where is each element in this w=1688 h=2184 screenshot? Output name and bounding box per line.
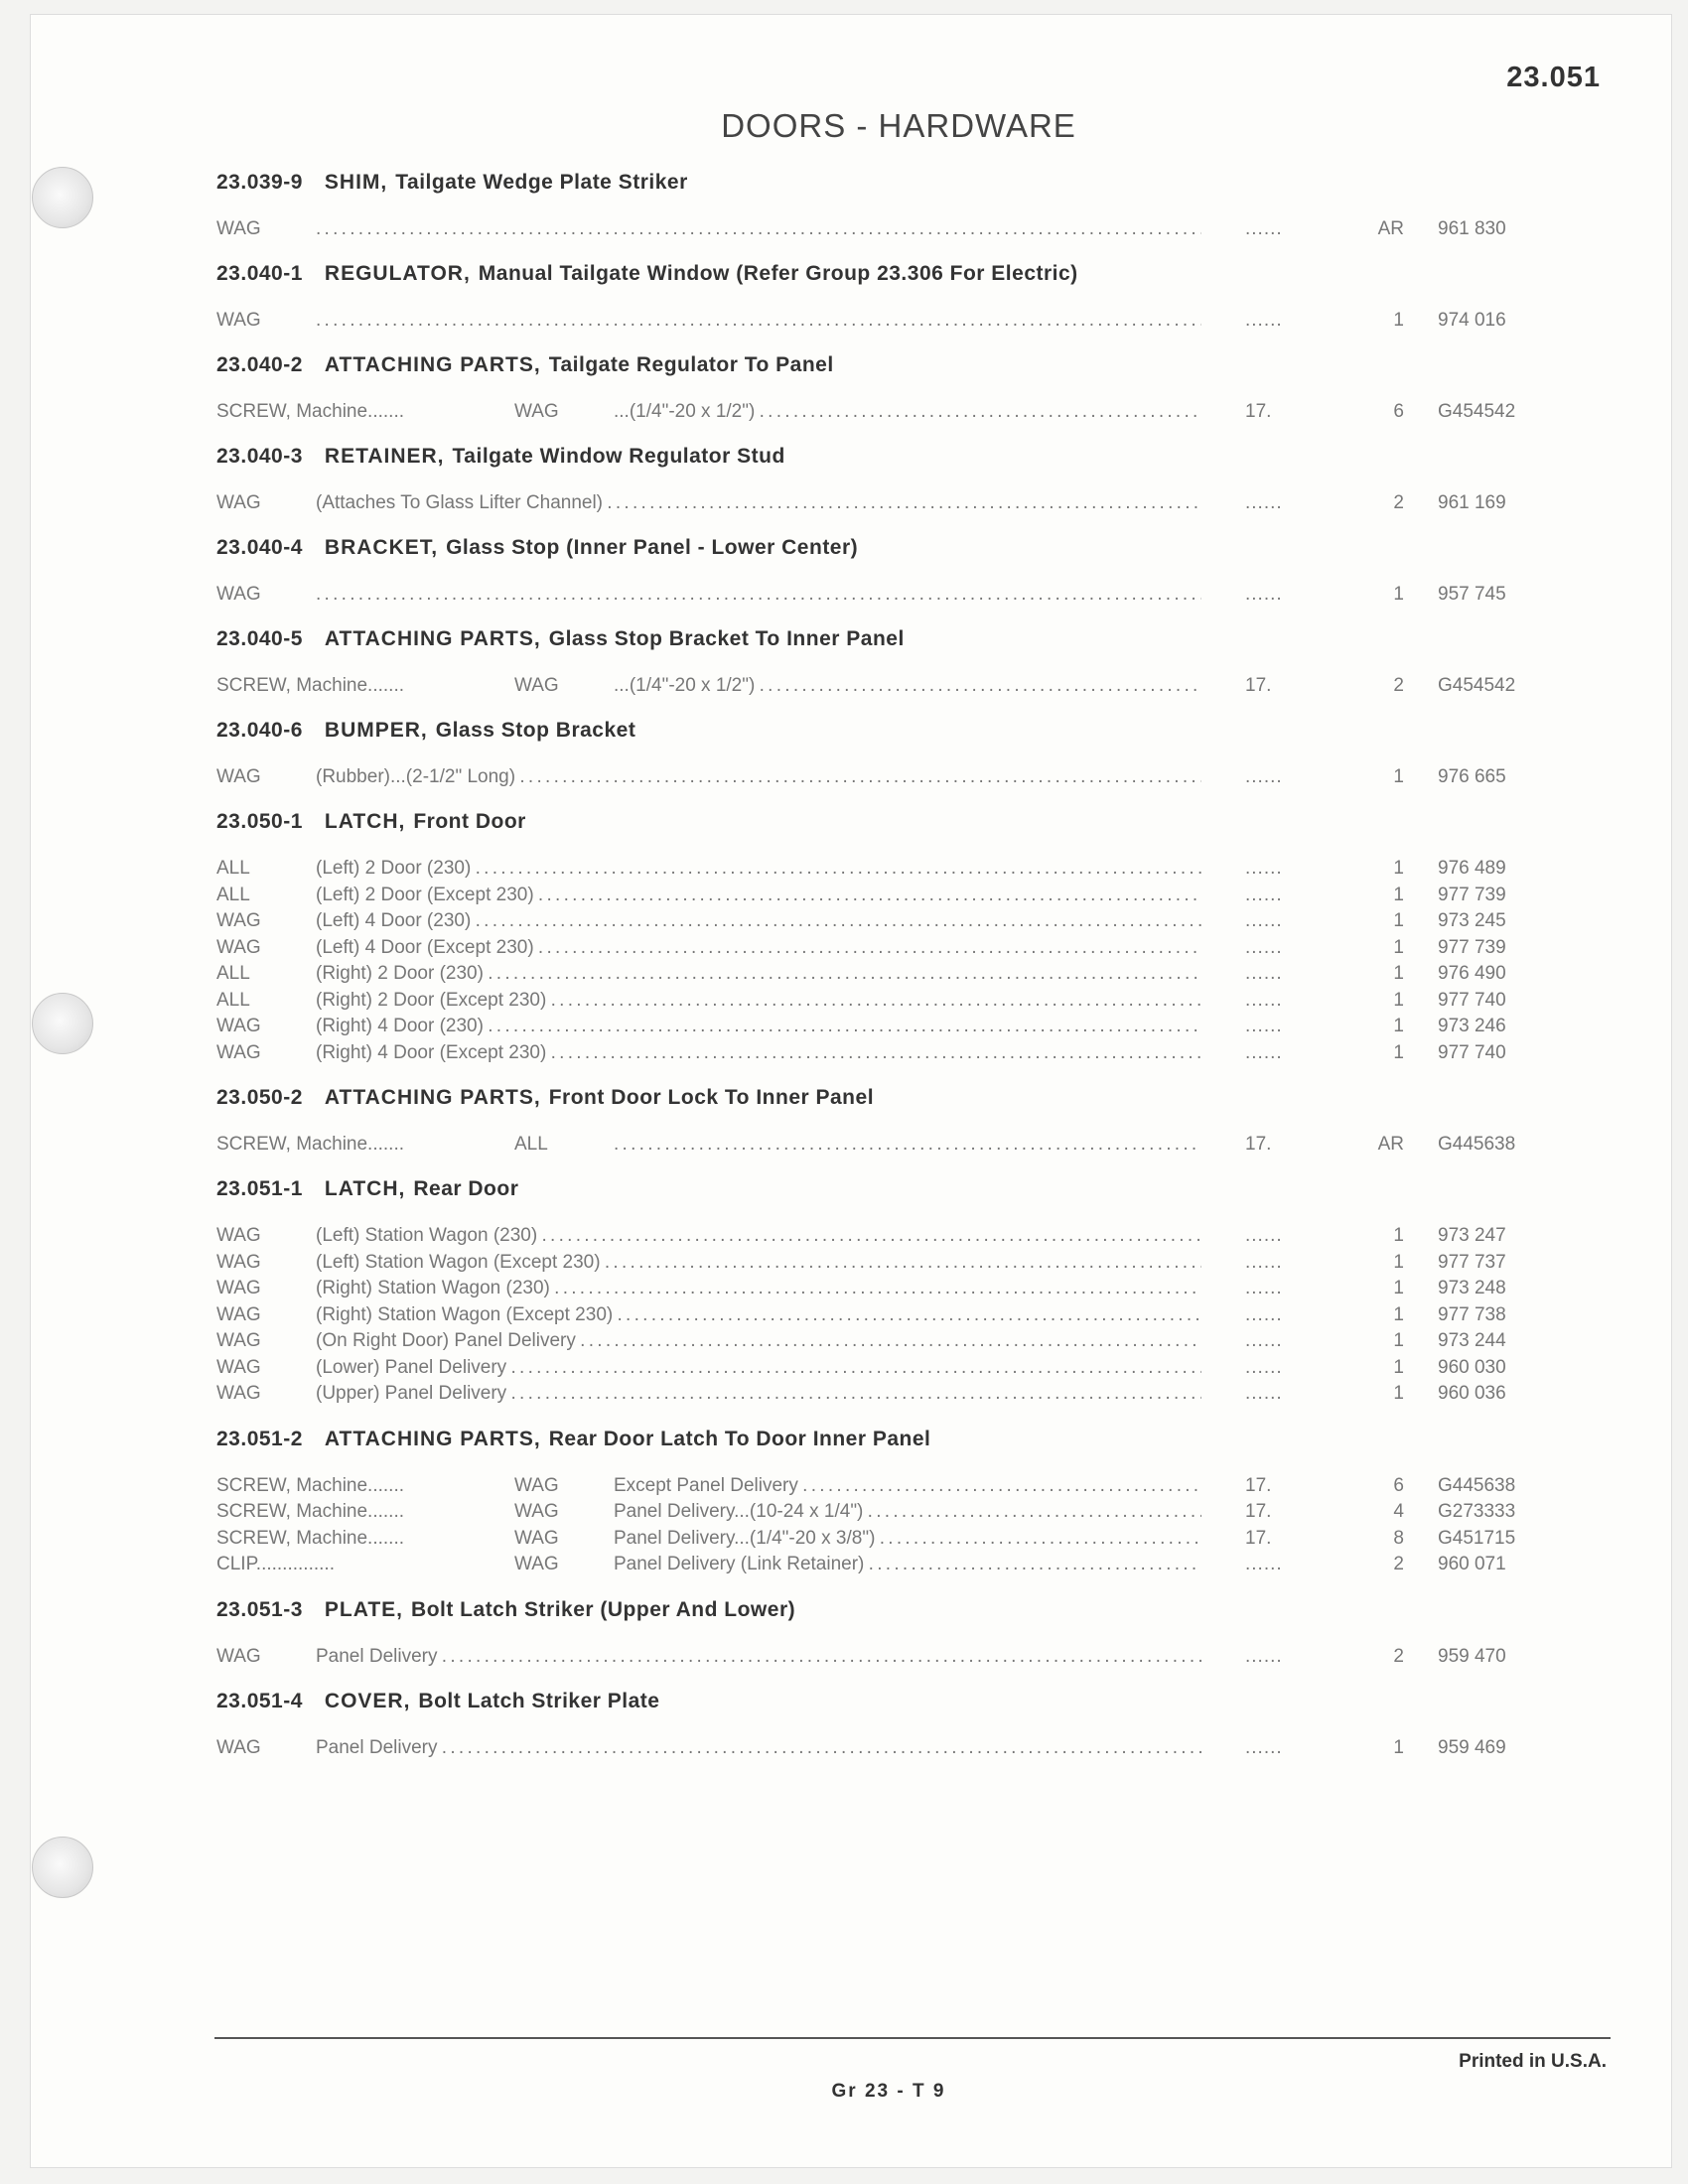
section-number: 23.039-9	[216, 171, 303, 194]
section-heading	[216, 1426, 1517, 1453]
description-cell: (Right) Station Wagon (230) . . .	[316, 1276, 1201, 1301]
model-cell: WAG	[216, 492, 261, 513]
part-row	[216, 908, 1517, 935]
quantity-cell: 1	[1393, 766, 1404, 787]
part-number-cell: 977 740	[1438, 1041, 1506, 1063]
model-cell: WAG	[216, 936, 261, 958]
printed-note: Printed in U.S.A.	[1459, 2051, 1607, 2072]
part-number-cell: 960 071	[1438, 1554, 1506, 1574]
section-number: 23.040-5	[216, 627, 303, 650]
part-number-cell: 960 030	[1438, 1356, 1506, 1378]
model-cell: WAG	[216, 1041, 261, 1063]
part-section	[216, 625, 1517, 699]
part-row	[216, 1735, 1517, 1761]
section-number: 23.040-6	[216, 719, 303, 742]
quantity-cell: 1	[1393, 1278, 1404, 1298]
model-cell: SCREW, Machine.......	[216, 1527, 404, 1549]
part-number-cell: 977 737	[1438, 1251, 1506, 1273]
part-description: Rear Door Latch To Door Inner Panel	[548, 1427, 931, 1450]
part-section	[216, 808, 1517, 1066]
part-name: ATTACHING PARTS,	[324, 353, 541, 376]
description-cell: (On Right Door) Panel Delivery . . .	[316, 1328, 1201, 1354]
part-row	[216, 308, 1517, 334]
section-heading	[216, 351, 1517, 379]
description-cell: (Rubber)...(2-1/2" Long) . . .	[316, 764, 1201, 790]
parts-list	[216, 169, 1517, 1779]
model-cell: WAG	[216, 910, 261, 931]
section-number: 23.050-2	[216, 1086, 303, 1109]
model-cell: SCREW, Machine.......	[216, 675, 404, 696]
part-row	[216, 490, 1517, 516]
quantity-cell: 2	[1393, 675, 1404, 696]
page-title: DOORS - HARDWARE	[721, 107, 1076, 144]
punch-hole	[32, 993, 93, 1054]
ref-cell: ......	[1245, 1356, 1283, 1378]
ref-cell: ......	[1245, 492, 1283, 513]
model-code-cell: WAG	[514, 1554, 559, 1574]
quantity-cell: 1	[1393, 1356, 1404, 1378]
description-cell: (Left) 4 Door (Except 230) . . .	[316, 935, 1201, 961]
description-cell: Panel Delivery (Link Retainer) . . .	[614, 1552, 1201, 1577]
model-cell: ALL	[216, 858, 250, 879]
part-section	[216, 717, 1517, 790]
part-section	[216, 1175, 1517, 1408]
part-name: ATTACHING PARTS,	[324, 1086, 541, 1109]
section-heading	[216, 808, 1517, 836]
model-code-cell: WAG	[514, 1474, 559, 1496]
part-number-cell: G273333	[1438, 1501, 1516, 1522]
quantity-cell: 6	[1393, 1474, 1404, 1496]
quantity-cell: 1	[1393, 1303, 1404, 1325]
page-number: 23.051	[1506, 62, 1601, 93]
part-row	[216, 764, 1517, 790]
section-number: 23.040-2	[216, 353, 303, 376]
description-cell: Panel Delivery . . .	[316, 1735, 1201, 1761]
model-cell: WAG	[216, 1251, 261, 1273]
ref-cell: ......	[1245, 218, 1283, 239]
part-number-cell: 959 470	[1438, 1645, 1506, 1667]
section-heading	[216, 1084, 1517, 1112]
ref-cell: ......	[1245, 584, 1283, 605]
description-cell: (Left) 4 Door (230) . . .	[316, 908, 1201, 934]
description-cell: (Left) Station Wagon (Except 230) . . .	[316, 1250, 1201, 1276]
model-cell: WAG	[216, 218, 261, 239]
ref-cell: ......	[1245, 1330, 1283, 1351]
ref-cell: 17.	[1245, 1527, 1272, 1549]
ref-cell: ......	[1245, 989, 1283, 1011]
part-row	[216, 1552, 1517, 1578]
description-cell: (Right) 2 Door (Except 230) . . .	[316, 988, 1201, 1014]
section-heading	[216, 534, 1517, 562]
model-cell: WAG	[216, 1278, 261, 1298]
part-description: Glass Stop (Inner Panel - Lower Center)	[446, 536, 859, 559]
description-cell: (Left) Station Wagon (230) . . .	[316, 1223, 1201, 1249]
part-row	[216, 399, 1517, 425]
part-name: COVER,	[324, 1689, 411, 1712]
ref-cell: ......	[1245, 963, 1283, 984]
part-row	[216, 1355, 1517, 1382]
model-cell: WAG	[216, 1736, 261, 1758]
ref-cell: ......	[1245, 1251, 1283, 1273]
part-number-cell: 973 247	[1438, 1225, 1506, 1246]
part-description: Rear Door	[413, 1177, 519, 1200]
part-number-cell: 961 169	[1438, 492, 1506, 513]
part-number-cell: G451715	[1438, 1527, 1516, 1549]
part-section	[216, 1688, 1517, 1761]
part-number-cell: 974 016	[1438, 310, 1506, 331]
part-name: RETAINER,	[324, 445, 445, 468]
part-row	[216, 1040, 1517, 1067]
model-cell: WAG	[216, 1303, 261, 1325]
model-cell: SCREW, Machine.......	[216, 1474, 404, 1496]
part-row	[216, 961, 1517, 988]
ref-cell: ......	[1245, 1041, 1283, 1063]
model-cell: ALL	[216, 963, 250, 984]
part-section	[216, 1596, 1517, 1670]
section-number: 23.040-4	[216, 536, 303, 559]
model-cell: SCREW, Machine.......	[216, 1134, 404, 1155]
description-cell: (Right) 2 Door (230) . . .	[316, 961, 1201, 987]
part-number-cell: G454542	[1438, 675, 1516, 696]
description-cell: (Attaches To Glass Lifter Channel) . . .	[316, 490, 1201, 516]
description-cell	[614, 1132, 1201, 1158]
section-heading	[216, 1175, 1517, 1203]
part-description: Bolt Latch Striker Plate	[418, 1689, 660, 1712]
quantity-cell: 2	[1393, 492, 1404, 513]
part-section	[216, 443, 1517, 516]
model-cell: WAG	[216, 1225, 261, 1246]
section-number: 23.051-4	[216, 1689, 303, 1712]
part-description: Glass Stop Bracket	[435, 719, 636, 742]
quantity-cell: 1	[1393, 910, 1404, 931]
ref-cell: ......	[1245, 936, 1283, 958]
part-description: Bolt Latch Striker (Upper And Lower)	[411, 1597, 796, 1621]
model-code-cell: WAG	[514, 1527, 559, 1549]
quantity-cell: 1	[1393, 963, 1404, 984]
quantity-cell: 2	[1393, 1645, 1404, 1667]
description-cell: Panel Delivery...(1/4"-20 x 3/8") . . .	[614, 1526, 1201, 1552]
model-cell: SCREW, Machine.......	[216, 1501, 404, 1522]
description-cell: (Right) Station Wagon (Except 230) . . .	[316, 1302, 1201, 1328]
part-row	[216, 1473, 1517, 1500]
quantity-cell: 6	[1393, 401, 1404, 422]
section-number: 23.051-2	[216, 1427, 303, 1450]
description-cell: ...(1/4"-20 x 1/2") . . .	[614, 673, 1201, 699]
part-row	[216, 1526, 1517, 1553]
part-number-cell: 973 245	[1438, 910, 1506, 931]
quantity-cell: 1	[1393, 936, 1404, 958]
section-number: 23.040-3	[216, 445, 303, 468]
model-cell: CLIP...............	[216, 1554, 335, 1574]
part-number-cell: 976 665	[1438, 766, 1506, 787]
part-row	[216, 582, 1517, 608]
quantity-cell: 1	[1393, 1736, 1404, 1758]
part-number-cell: 973 248	[1438, 1278, 1506, 1298]
part-row	[216, 1276, 1517, 1302]
part-name: REGULATOR,	[324, 262, 471, 285]
quantity-cell: 8	[1393, 1527, 1404, 1549]
part-row	[216, 935, 1517, 962]
model-cell: SCREW, Machine.......	[216, 401, 404, 422]
part-name: BUMPER,	[324, 719, 428, 742]
ref-cell: 17.	[1245, 1501, 1272, 1522]
model-code-cell: WAG	[514, 675, 559, 696]
model-code-cell: WAG	[514, 401, 559, 422]
part-section	[216, 351, 1517, 425]
part-description: Tailgate Regulator To Panel	[548, 353, 834, 376]
section-heading	[216, 1688, 1517, 1715]
part-number-cell: 973 246	[1438, 1016, 1506, 1036]
ref-cell: ......	[1245, 310, 1283, 331]
section-number: 23.050-1	[216, 810, 303, 833]
part-number-cell: G445638	[1438, 1474, 1516, 1496]
part-row	[216, 1250, 1517, 1277]
part-row	[216, 1328, 1517, 1355]
part-number-cell: 977 740	[1438, 989, 1506, 1011]
section-heading	[216, 717, 1517, 745]
ref-cell: ......	[1245, 884, 1283, 905]
part-description: Glass Stop Bracket To Inner Panel	[548, 627, 905, 650]
part-row	[216, 1381, 1517, 1408]
description-cell: (Right) 4 Door (Except 230) . . .	[316, 1040, 1201, 1066]
ref-cell: ......	[1245, 1736, 1283, 1758]
part-row	[216, 1223, 1517, 1250]
model-code-cell: WAG	[514, 1501, 559, 1522]
quantity-cell: 1	[1393, 1330, 1404, 1351]
model-cell: WAG	[216, 1645, 261, 1667]
description-cell: (Upper) Panel Delivery . . .	[316, 1381, 1201, 1407]
ref-cell: ......	[1245, 1016, 1283, 1036]
quantity-cell: AR	[1377, 218, 1404, 239]
part-row	[216, 1132, 1517, 1158]
section-heading	[216, 169, 1517, 197]
ref-cell: ......	[1245, 1383, 1283, 1404]
part-number-cell: G445638	[1438, 1134, 1516, 1155]
ref-cell: ......	[1245, 766, 1283, 787]
ref-cell: ......	[1245, 1278, 1283, 1298]
ref-cell: ......	[1245, 1303, 1283, 1325]
model-cell: WAG	[216, 584, 261, 605]
page-reference: Gr 23 - T 9	[831, 2081, 946, 2102]
part-section	[216, 260, 1517, 334]
part-name: LATCH,	[324, 810, 406, 833]
section-heading	[216, 1596, 1517, 1624]
part-row	[216, 1302, 1517, 1329]
part-number-cell: 976 489	[1438, 858, 1506, 879]
section-number: 23.040-1	[216, 262, 303, 285]
quantity-cell: 1	[1393, 1251, 1404, 1273]
ref-cell: 17.	[1245, 401, 1272, 422]
part-section	[216, 534, 1517, 608]
part-row	[216, 1014, 1517, 1040]
quantity-cell: 4	[1393, 1501, 1404, 1522]
quantity-cell: 1	[1393, 858, 1404, 879]
part-name: SHIM,	[324, 171, 388, 194]
part-number-cell: 957 745	[1438, 584, 1506, 605]
ref-cell: ......	[1245, 1554, 1283, 1574]
part-number-cell: G454542	[1438, 401, 1516, 422]
model-cell: ALL	[216, 884, 250, 905]
quantity-cell: 1	[1393, 1383, 1404, 1404]
model-cell: WAG	[216, 766, 261, 787]
part-row	[216, 673, 1517, 699]
part-row	[216, 1644, 1517, 1670]
model-cell: ALL	[216, 989, 250, 1011]
part-number-cell: 959 469	[1438, 1736, 1506, 1758]
part-description: Front Door Lock To Inner Panel	[548, 1086, 875, 1109]
description-cell: Panel Delivery...(10-24 x 1/4") . . .	[614, 1499, 1201, 1525]
part-section	[216, 1084, 1517, 1158]
description-cell: Except Panel Delivery . . .	[614, 1473, 1201, 1499]
description-cell: (Left) 2 Door (230) . . .	[316, 856, 1201, 882]
part-number-cell: 977 739	[1438, 936, 1506, 958]
part-number-cell: 977 739	[1438, 884, 1506, 905]
quantity-cell: 2	[1393, 1554, 1404, 1574]
description-cell: (Right) 4 Door (230) . . .	[316, 1014, 1201, 1039]
part-row	[216, 883, 1517, 909]
ref-cell: ......	[1245, 858, 1283, 879]
ref-cell: 17.	[1245, 1474, 1272, 1496]
section-number: 23.051-1	[216, 1177, 303, 1200]
quantity-cell: 1	[1393, 1041, 1404, 1063]
part-section	[216, 169, 1517, 242]
part-row	[216, 988, 1517, 1015]
part-name: BRACKET,	[324, 536, 439, 559]
model-cell: WAG	[216, 1330, 261, 1351]
description-cell	[316, 582, 1201, 608]
part-name: ATTACHING PARTS,	[324, 627, 541, 650]
part-section	[216, 1426, 1517, 1578]
ref-cell: 17.	[1245, 1134, 1272, 1155]
description-cell	[316, 216, 1201, 242]
part-number-cell: 960 036	[1438, 1383, 1506, 1404]
quantity-cell: AR	[1377, 1134, 1404, 1155]
description-cell: (Lower) Panel Delivery . . .	[316, 1355, 1201, 1381]
ref-cell: ......	[1245, 1645, 1283, 1667]
footer-divider	[214, 2037, 1611, 2039]
part-number-cell: 977 738	[1438, 1303, 1506, 1325]
ref-cell: 17.	[1245, 675, 1272, 696]
section-heading	[216, 625, 1517, 653]
part-number-cell: 961 830	[1438, 218, 1506, 239]
description-cell: Panel Delivery . . .	[316, 1644, 1201, 1670]
part-row	[216, 856, 1517, 883]
section-number: 23.051-3	[216, 1597, 303, 1621]
part-number-cell: 976 490	[1438, 963, 1506, 984]
part-description: Tailgate Window Regulator Stud	[452, 445, 785, 468]
punch-hole	[32, 1837, 93, 1898]
quantity-cell: 1	[1393, 584, 1404, 605]
ref-cell: ......	[1245, 1225, 1283, 1246]
section-heading	[216, 443, 1517, 471]
part-description: Front Door	[413, 810, 526, 833]
part-row	[216, 1499, 1517, 1526]
ref-cell: ......	[1245, 910, 1283, 931]
quantity-cell: 1	[1393, 884, 1404, 905]
part-number-cell: 973 244	[1438, 1330, 1506, 1351]
description-cell: (Left) 2 Door (Except 230) . . .	[316, 883, 1201, 908]
quantity-cell: 1	[1393, 1225, 1404, 1246]
quantity-cell: 1	[1393, 1016, 1404, 1036]
description-cell	[316, 308, 1201, 334]
part-description: Manual Tailgate Window (Refer Group 23.306 For Electric)	[478, 262, 1078, 285]
description-cell: ...(1/4"-20 x 1/2") . . .	[614, 399, 1201, 425]
model-code-cell: ALL	[514, 1134, 548, 1155]
part-name: ATTACHING PARTS,	[324, 1427, 541, 1450]
part-name: PLATE,	[324, 1597, 404, 1621]
part-description: Tailgate Wedge Plate Striker	[395, 171, 688, 194]
model-cell: WAG	[216, 310, 261, 331]
part-name: LATCH,	[324, 1177, 406, 1200]
quantity-cell: 1	[1393, 989, 1404, 1011]
model-cell: WAG	[216, 1016, 261, 1036]
model-cell: WAG	[216, 1356, 261, 1378]
quantity-cell: 1	[1393, 310, 1404, 331]
section-heading	[216, 260, 1517, 288]
punch-hole	[32, 167, 93, 228]
model-cell: WAG	[216, 1383, 261, 1404]
part-row	[216, 216, 1517, 242]
